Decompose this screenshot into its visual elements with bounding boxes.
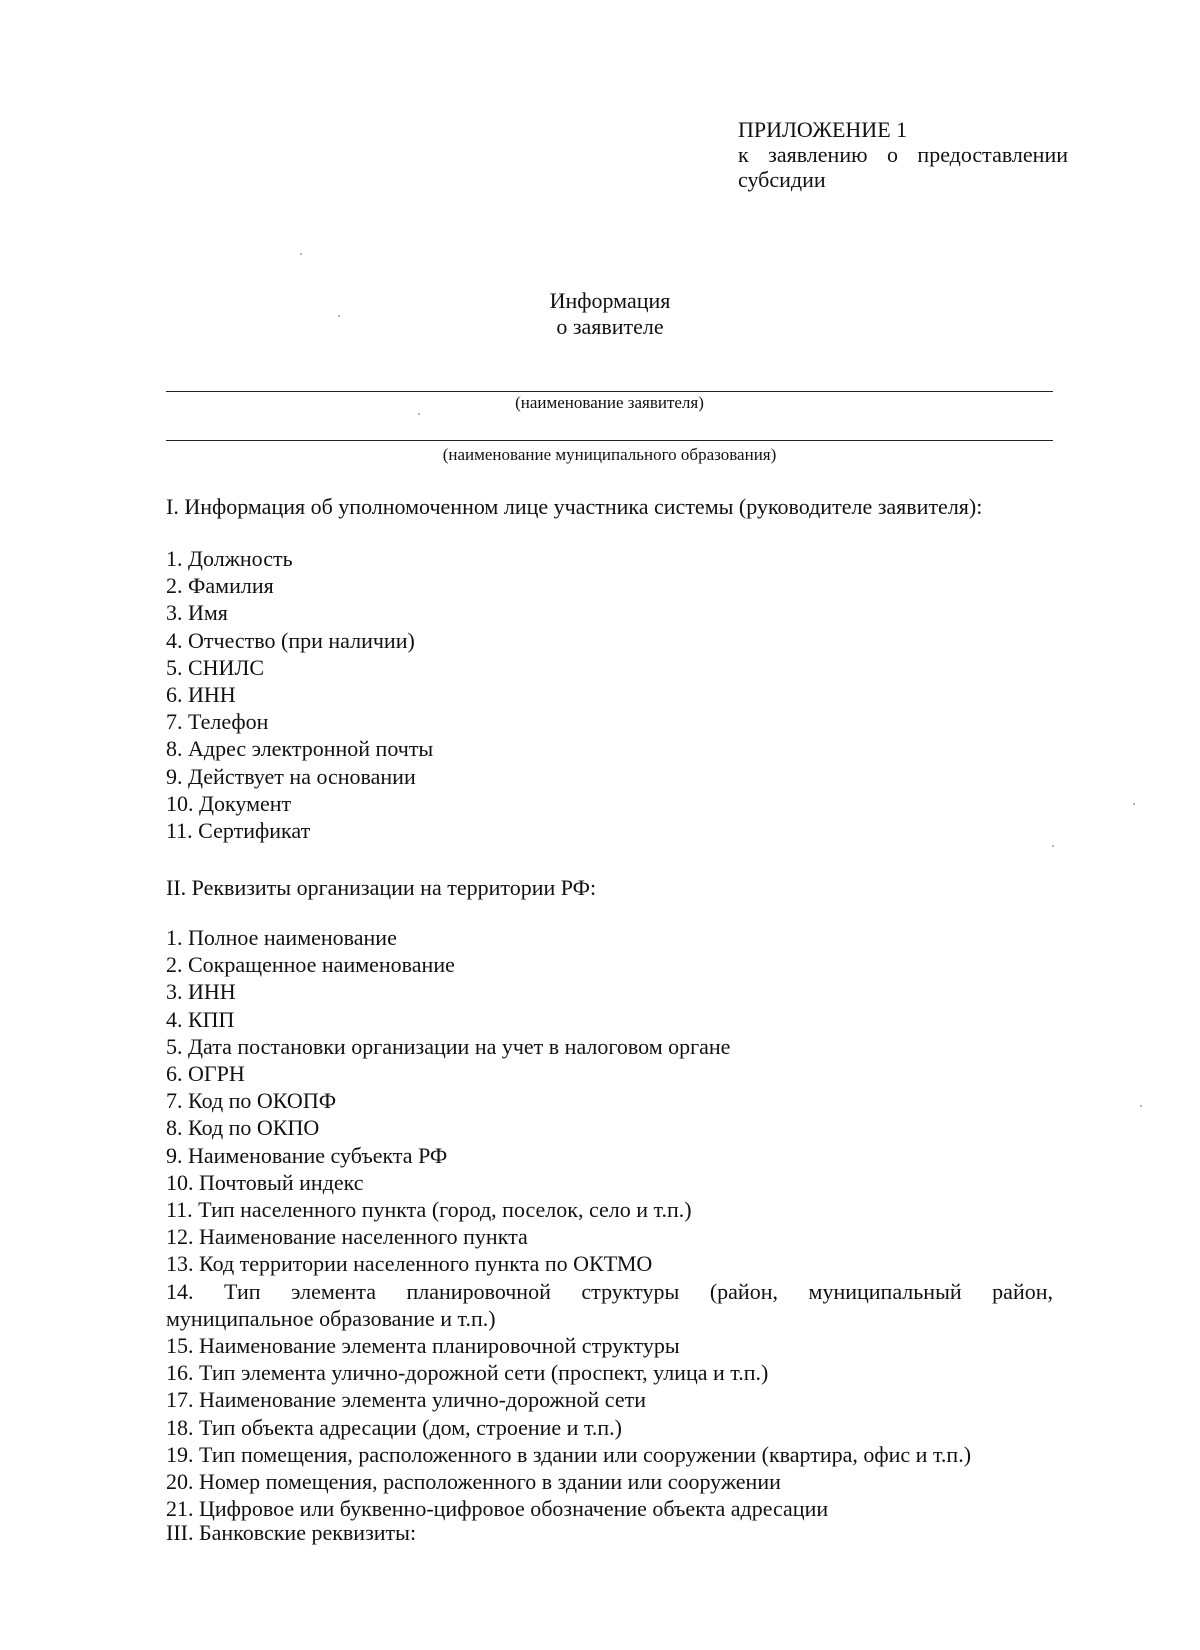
section-1-list [166, 545, 1053, 844]
section-3-heading: III. Банковские реквизиты: [166, 1520, 417, 1545]
list-item: 4. КПП [166, 1006, 235, 1032]
list-item: 1. Должность [166, 546, 293, 571]
title-line-1: Информация [549, 288, 671, 313]
appendix-number: ПРИЛОЖЕНИЕ 1 [738, 117, 908, 142]
appendix-reference: к заявлению о предоставлении [738, 142, 1068, 167]
municipality-name-line [166, 440, 1053, 441]
scan-speck [418, 413, 420, 415]
list-item: 17. Наименование элемента улично-дорожной сети [166, 1387, 646, 1413]
section-1-heading: I. Информация об уполномоченном лице участника системы (руководителе заявителя): [166, 494, 983, 519]
scan-speck [1140, 1105, 1142, 1107]
list-item: 9. Действует на основании [166, 763, 416, 789]
applicant-name-caption: (наименование заявителя) [515, 393, 704, 412]
list-item: 7. Код по ОКОПФ [166, 1088, 337, 1114]
list-item: 15. Наименование элемента планировочной структуры [166, 1333, 680, 1359]
municipality-name-caption: (наименование муниципального образования) [442, 445, 777, 464]
appendix-header [738, 117, 1068, 192]
list-item: 20. Номер помещения, расположенного в здании или сооружении [166, 1469, 781, 1495]
list-item: 7. Телефон [166, 709, 269, 735]
scan-speck [300, 253, 302, 255]
list-item: 6. ИНН [166, 682, 236, 708]
list-item-line-2: муниципальное образование и т.п.) [166, 1305, 496, 1331]
list-item: 1. Полное наименование [166, 925, 397, 950]
title-line-2: о заявителе [556, 314, 664, 339]
list-item: 3. ИНН [166, 979, 236, 1005]
list-item: 10. Документ [166, 790, 292, 816]
list-item: 21. Цифровое или буквенно-цифровое обозначение объекта адресации [166, 1496, 829, 1522]
list-item: 11. Сертификат [166, 818, 311, 844]
applicant-name-line [166, 391, 1053, 392]
list-item: 3. Имя [166, 600, 228, 626]
scan-speck [1133, 803, 1135, 805]
list-item: 12. Наименование населенного пункта [166, 1224, 528, 1250]
list-item: 9. Наименование субъекта РФ [166, 1142, 448, 1168]
list-item: 10. Почтовый индекс [166, 1169, 364, 1195]
list-item-multiline [166, 1278, 1053, 1332]
list-item: 2. Сокращенное наименование [166, 952, 455, 978]
list-item: 16. Тип элемента улично-дорожной сети (проспект, улица и т.п.) [166, 1360, 769, 1386]
section-2-heading: II. Реквизиты организации на территории РФ: [166, 875, 597, 900]
document-title [450, 288, 770, 340]
list-item: 18. Тип объекта адресации (дом, строение и т.п.) [166, 1414, 623, 1440]
list-item: 19. Тип помещения, расположенного в здании или сооружении (квартира, офис и т.п.) [166, 1441, 972, 1467]
list-item: 6. ОГРН [166, 1061, 245, 1087]
list-item: 8. Адрес электронной почты [166, 736, 434, 762]
list-item: 4. Отчество (при наличии) [166, 627, 415, 653]
scan-speck [338, 315, 340, 317]
list-item: 8. Код по ОКПО [166, 1115, 320, 1141]
scan-speck [1052, 845, 1054, 847]
list-item: 11. Тип населенного пункта (город, поселок, село и т.п.) [166, 1197, 692, 1223]
appendix-reference-cont: субсидии [738, 167, 826, 192]
list-item: 5. СНИЛС [166, 654, 265, 680]
section-2-list [166, 924, 1053, 1522]
list-item: 13. Код территории населенного пункта по ОКТМО [166, 1251, 653, 1277]
list-item: 2. Фамилия [166, 573, 274, 599]
list-item-line-1: 14. Тип элемента планировочной структуры (район, муниципальный район, [166, 1278, 1053, 1304]
list-item: 5. Дата постановки организации на учет в налоговом органе [166, 1033, 731, 1059]
